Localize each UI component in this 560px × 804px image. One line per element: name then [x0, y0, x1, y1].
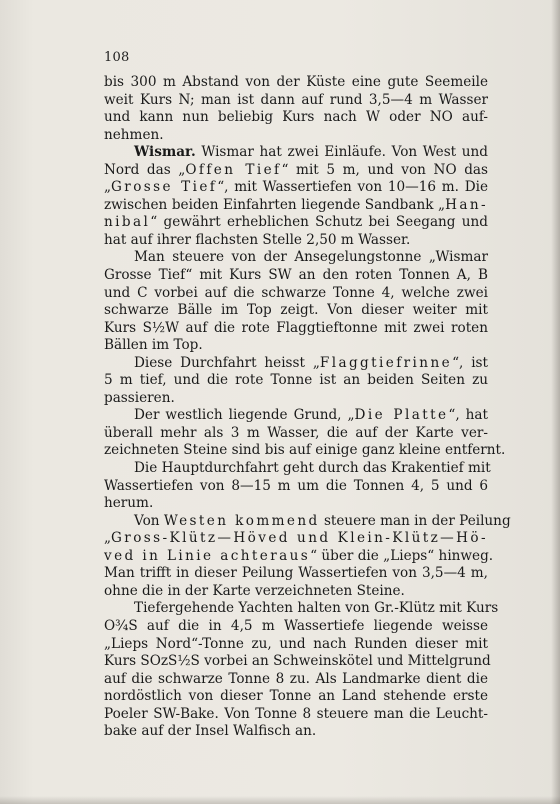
- text-line: Man steuere von der Ansegelungstonne „Wismar: [134, 249, 488, 266]
- text-line: nordöstlich von dieser Tonne an Land stehende erste: [104, 688, 488, 705]
- page-edge-shadow: [551, 0, 560, 804]
- text-line: zeichneten Steine sind bis auf einige ganz kleine entfernt.: [104, 442, 506, 459]
- text-line: Die Hauptdurchfahrt geht durch das Krakentief mit: [134, 460, 491, 477]
- text-line: ohne die in der Karte verzeichneten Steine.: [104, 582, 405, 599]
- text-fragment: Diese Durchfahrt heisst „: [134, 354, 320, 371]
- text-fragment: zwischen beiden Einfahrten liegende Sandbank „: [104, 196, 446, 213]
- text-line: weit Kurs N; man ist dann auf rund 3,5—4 m Wasser: [104, 91, 488, 108]
- text-fragment: Wismar hat zwei Einläufe. Von West und: [195, 144, 488, 161]
- page-bottom-shadow: [0, 796, 560, 804]
- text-line: [104, 407, 488, 425]
- text-line: O¾S auf die in 4,5 m Wassertiefe liegende weisse: [104, 617, 488, 634]
- text-line: „Lieps Nord“-Tonne zu, und nach Runden dieser mit: [104, 635, 488, 652]
- spaced-term-flaggtiefrinne: Flaggtiefrinne: [319, 354, 453, 371]
- text-fragment: “, mit Wassertiefen von 10—16 m. Die: [217, 179, 488, 196]
- text-line: Wassertiefen von 8—15 m um die Tonnen 4, 5 und 6: [104, 477, 488, 494]
- text-line: [104, 214, 488, 232]
- text-line: Tiefergehende Yachten halten von Gr.-Klütz mit Kurs: [134, 600, 499, 617]
- text-line: Grosse Tief“ mit Kurs SW an den roten Tonnen A, B: [104, 267, 488, 284]
- text-line: [104, 547, 494, 566]
- text-fragment: “ gewährt erheblichen Schutz bei Seegang und: [150, 214, 488, 231]
- text-fragment: steuere man in der Peilung: [319, 512, 511, 529]
- spaced-term-hannibal-part: Han-: [445, 196, 488, 213]
- spaced-term-westen-kommend: Westen kommend: [163, 512, 320, 529]
- text-line: und kann nun beliebig Kurs nach W oder NO auf-: [104, 109, 488, 126]
- text-line: Kurs SOzS½S vorbei an Schweinskötel und Mittelgrund: [104, 653, 491, 670]
- spaced-term-grosse-tief: Grosse Tief: [111, 179, 218, 196]
- text-line: bake auf der Insel Walfisch an.: [104, 723, 317, 740]
- text-line: nehmen.: [104, 126, 164, 143]
- text-line: Man trifft in dieser Peilung Wassertiefen von 3,5—4 m,: [104, 565, 488, 582]
- text-line: hat auf ihrer flachsten Stelle 2,50 m Wasser.: [104, 231, 411, 248]
- text-line: Poeler SW-Bake. Von Tonne 8 steuere man die Leucht-: [104, 705, 488, 722]
- text-line: auf die schwarze Tonne 8 zu. Als Landmarke dient die: [104, 670, 488, 687]
- body-text: [104, 74, 511, 741]
- spaced-term-peilung-2: ved in Linie achteraus: [104, 547, 311, 564]
- section-heading-wismar: Wismar.: [134, 144, 196, 161]
- text-fragment: Der westlich liegende Grund, „: [134, 407, 355, 424]
- page-number: 108: [104, 50, 130, 65]
- text-fragment: “, hat: [448, 407, 488, 424]
- text-fragment: „: [104, 179, 112, 196]
- text-line: passieren.: [104, 389, 175, 406]
- text-line: Kurs S½W auf die rote Flaggtieftonne mit zwei roten: [104, 319, 488, 336]
- text-line: [104, 512, 511, 531]
- spaced-term-die-platte: Die Platte: [354, 407, 449, 424]
- spaced-term-peilung-1: Gross-Klütz—Höved und Klein-Klütz—Hö-: [111, 530, 488, 547]
- text-line: [104, 355, 488, 373]
- text-line: bis 300 m Abstand von der Küste eine gute Seemeile: [104, 74, 488, 90]
- spaced-term-offen-tief: Offen Tief: [185, 161, 282, 178]
- text-line: schwarze Bälle im Top zeigt. Von dieser weiter mit: [104, 302, 488, 319]
- text-line: und C vorbei auf die schwarze Tonne 4, welche zwei: [104, 284, 488, 301]
- text-line: [104, 530, 488, 548]
- text-line: [104, 144, 488, 162]
- spaced-term-hannibal-rest: nibal: [104, 214, 151, 231]
- text-line: [104, 162, 488, 180]
- text-fragment: Von: [134, 512, 164, 529]
- text-fragment: “, ist: [452, 354, 488, 371]
- text-fragment: Nord das „: [104, 161, 186, 178]
- text-line: herum.: [104, 495, 154, 512]
- text-line: überall mehr als 3 m Wasser, die auf der Karte ver-: [104, 424, 488, 441]
- text-fragment: “ mit 5 m, und von NO das: [281, 161, 488, 178]
- text-line: [104, 179, 488, 197]
- text-line: [104, 197, 488, 215]
- text-fragment: “ über die „Lieps“ hinweg.: [310, 547, 494, 564]
- text-line: 5 m tief, und die rote Tonne ist an beiden Seiten zu: [104, 372, 488, 389]
- text-fragment: „: [104, 530, 112, 547]
- text-line: Bällen im Top.: [104, 337, 203, 354]
